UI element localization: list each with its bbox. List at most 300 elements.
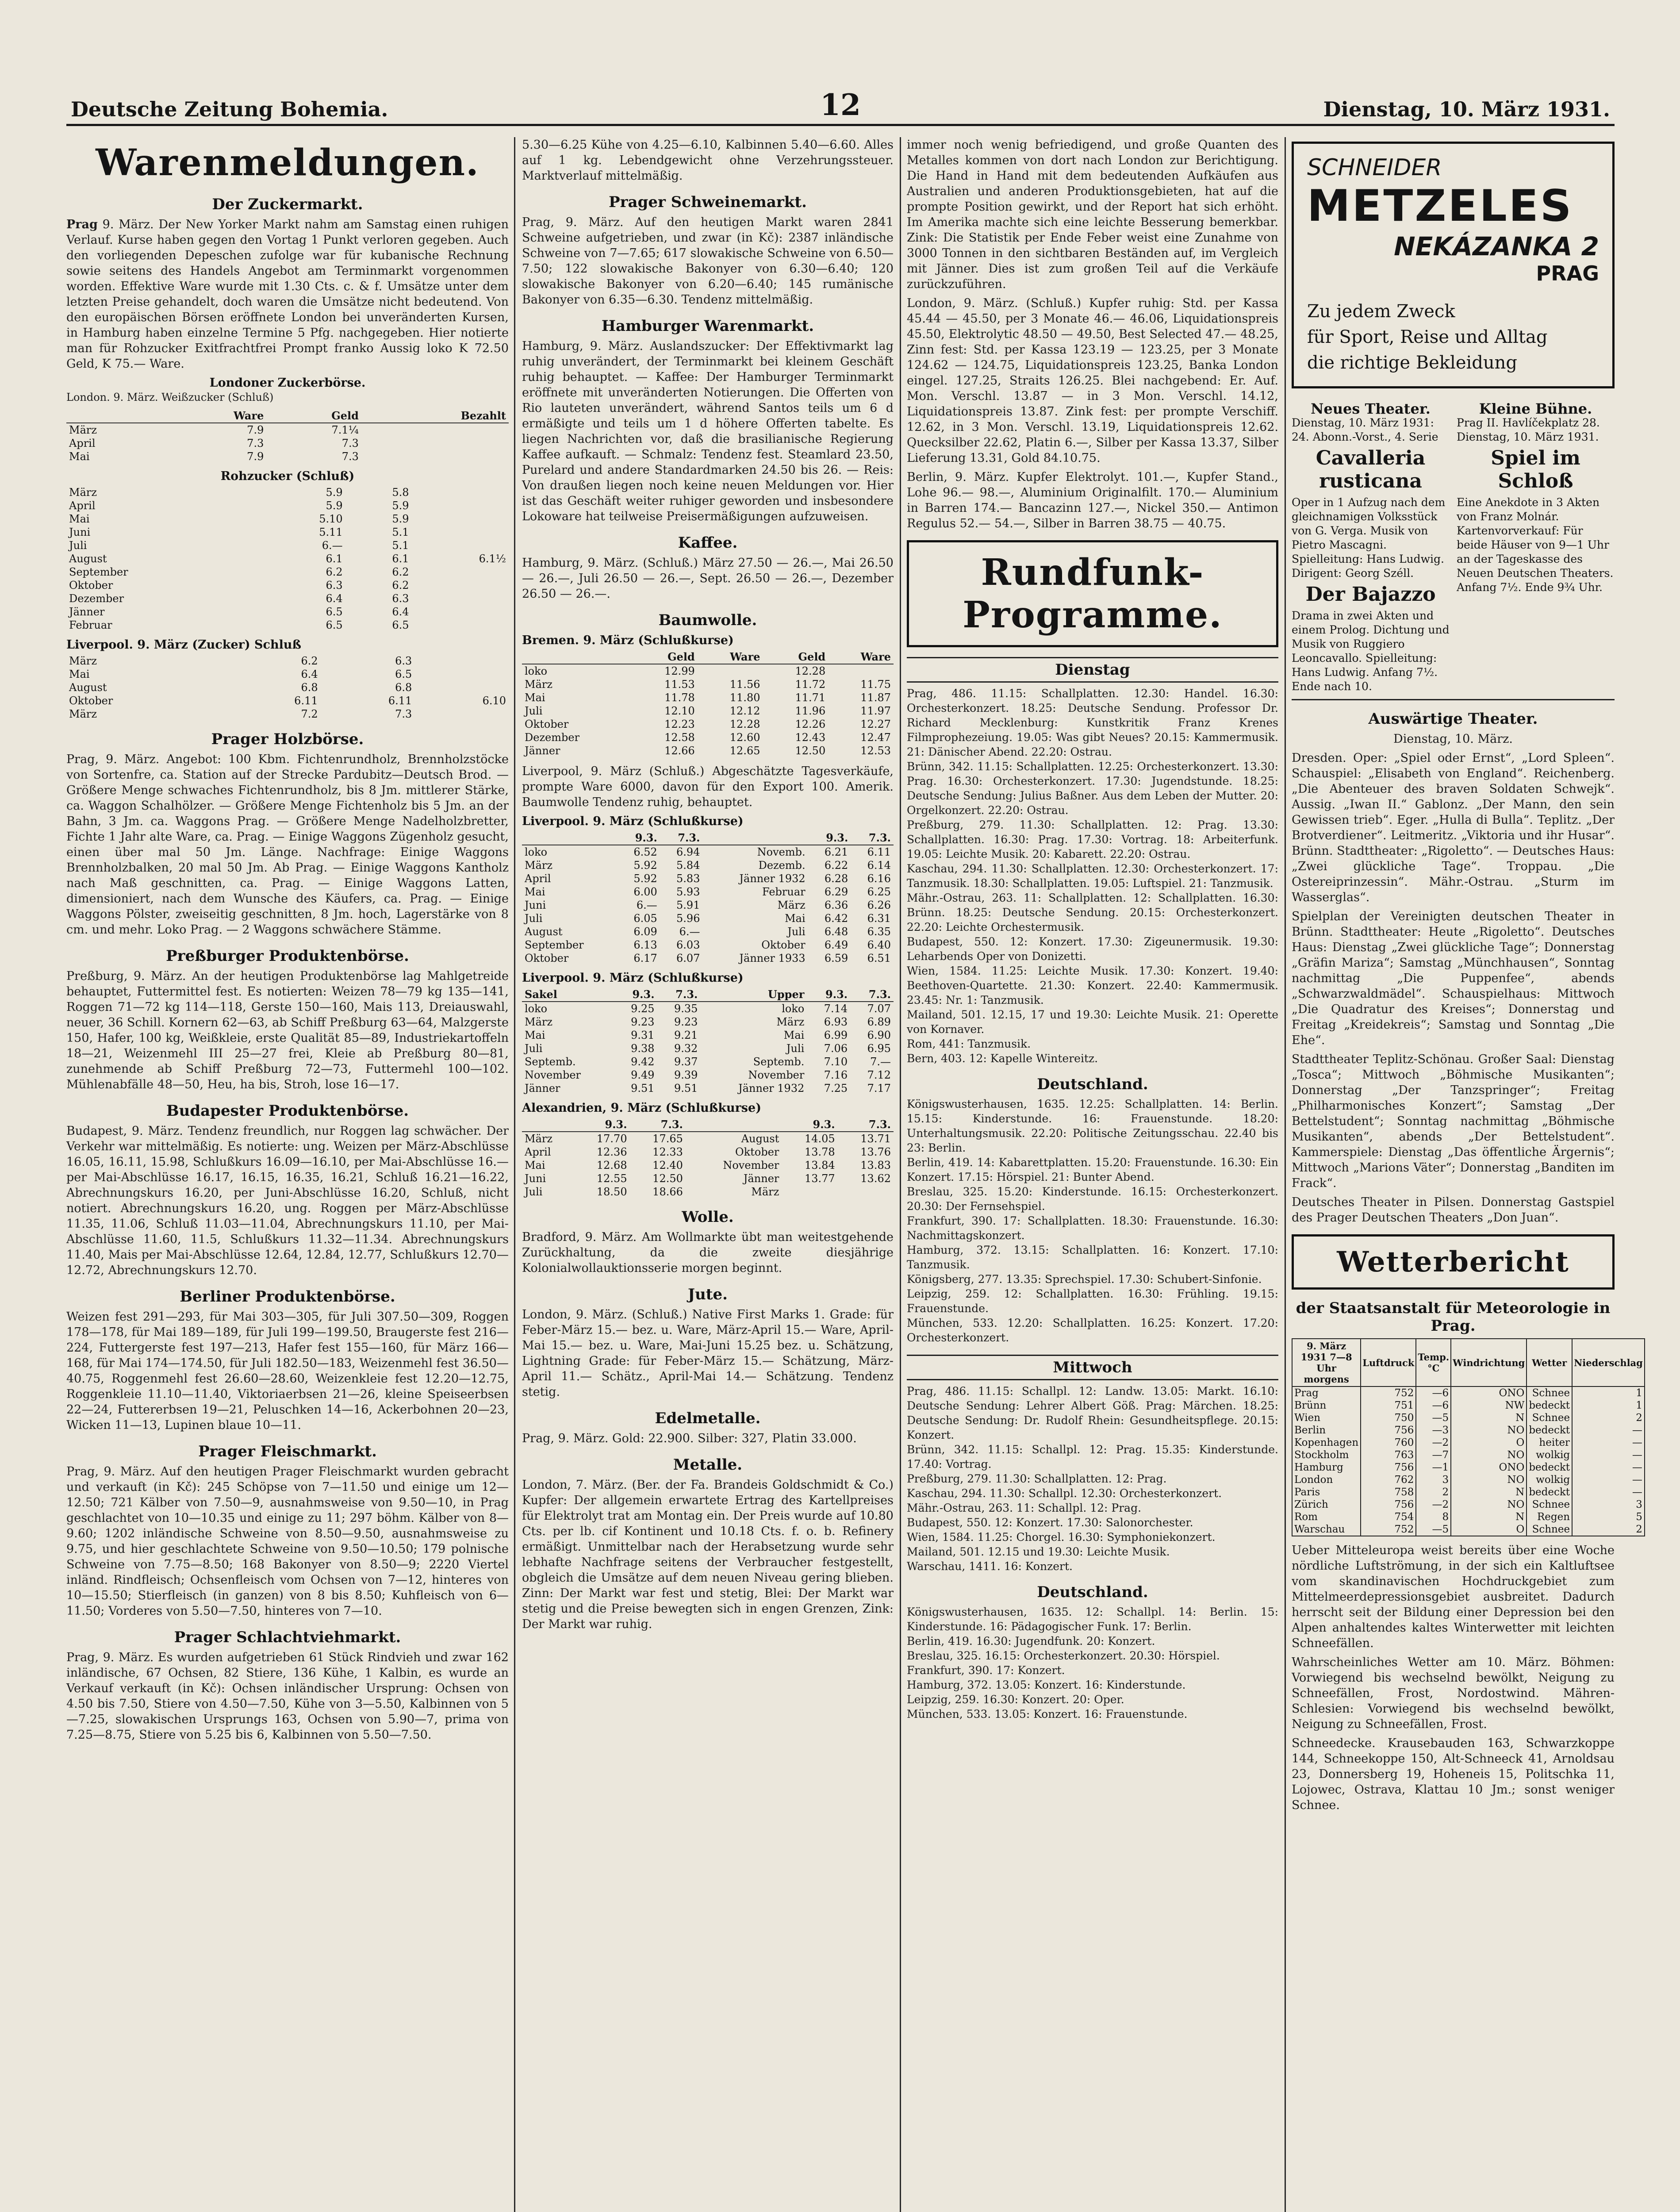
table-cell: 6.11 [294,695,318,707]
brunn-theatre-text: Spielplan der Vereinigten deutschen Theater in Brünn. Stadttheater: Heute „Rigoletto“. Deutsches Haus: Dienstag „Zwei glückliche Tage“; Donnerstag „Gräfin Mariza“; Samstag „Münchhausen“, Sonntag nachmittag „Die Puppenfee“, abends „Schwarzwaldmädel“. Schauspielhaus: Mittwoch „Die Quadratur des Kreises“; Donnerstag und Freitag „Kreidekreis“; Samstag und Sonntag „Die Ehe“. [1292,910,1615,1047]
table-cell: März [751,1186,779,1198]
table-row [66,579,509,592]
ad-slogan-line: die richtige Bekleidung [1307,353,1518,373]
table-cell: loko [525,846,548,858]
table-cell: 5.96 [676,912,700,925]
table-cell: 6.09 [633,926,657,938]
table-cell: wolkig [1527,1449,1572,1461]
foreign-theatre-date: Dienstag, 10. März. [1393,732,1513,746]
table-row [522,1185,894,1198]
table-cell: Oktober [69,579,113,591]
table-cell: 13.76 [860,1146,891,1158]
table-cell: 6.49 [824,939,848,951]
table-cell [414,654,509,668]
table-cell: NO [1451,1449,1527,1461]
table-cell: 12.12 [729,705,760,717]
weather-table [1292,1338,1645,1536]
table-cell [412,565,509,579]
ad-city: PRAG [1536,261,1599,285]
table-cell: 6.52 [633,846,657,858]
table-row [1292,1386,1645,1399]
sugar-text: 9. März. Der New Yorker Markt nahm am Samstag einen ruhigen Verlauf. Kurse haben gegen den Vortag 1 Punkt verloren gegeben. Auch den vorliegenden Depeschen zufolge war für kubanische Rechnung sowie seitens des Handels Angebot am Terminmarkt vorgenommen worden. Effektive Ware wurde mit 1.30 Cts. c. & f. Umsätze unter dem letzten Preise gehandelt, doch waren die Umsätze nicht bedeutend. Von den europäischen Börsen eröffnete London bei unveränderten Kursen, in Hamburg haben einzelne Termine 5 Pfg. nachgegeben. Hier notierte man für Rohzucker Exitfrachtfrei Prompt franko Aussig loko K 72.50 Geld, K 75.— Ware. [66,218,509,371]
table-cell: 6.3 [392,592,409,605]
table-row [1292,1412,1645,1424]
table-row [522,1002,894,1015]
table-cell: März [69,655,97,667]
table-cell: —2 [1416,1436,1451,1449]
table-cell: 6.1 [326,553,343,565]
column-markets [522,137,894,2212]
table-cell: 9.32 [674,1042,698,1055]
table-cell: April [525,872,551,885]
table-cell: 12.36 [596,1146,627,1158]
col-header [66,409,163,423]
table-cell: 7.10 [824,1056,848,1068]
table-cell: Schnee [1527,1386,1572,1399]
table-cell: September [525,939,584,951]
table-cell: 6.48 [824,926,848,938]
wood-heading: Prager Holzbörse. [211,730,364,748]
meat-heading: Prager Fleischmarkt. [198,1443,377,1460]
table-cell: 12.40 [652,1159,683,1171]
table-cell: 7.16 [824,1069,848,1081]
table-cell: 9.37 [674,1056,698,1068]
table-cell: 11.53 [664,678,695,691]
table-cell: 762 [1361,1474,1416,1486]
table-row [66,486,509,499]
snow-depth: Schneedecke. Krausebauden 163, Schwarzkoppe 144, Schneekoppe 150, Alt-Schneeck 41, Arnoldsau 23, Donnersberg 19, Hoheneis 15, Politschka 11, Lojowec, Ostrava, Klattau 10 Jm.; sonst weniger Schnee. [1292,1736,1615,1812]
table-cell: 6.36 [824,899,848,911]
pressburg-heading: Preßburger Produktenbörse. [166,947,409,965]
metals-text: London, 7. März. (Ber. der Fa. Brandeis Goldschmidt & Co.) Kupfer: Der allgemein erwartete Ertrag des Kartellpreises für Elektrolyt trat am Montag ein. Der Preis wurde auf 10.80 Cts. per lb. cif Kontinent und 10.18 Cts. f. o. b. Refinery ermäßigt. Unmittelbar nach der Herabsetzung wurde sehr lebhafte Nachfrage seitens der Verbraucher festgestellt, obgleich die Umsätze auf dem neuen Niveau gering blieben. Zinn: Der Markt war fest und stetig, Blei: Der Markt war stetig und die Preise bewegten sich in engen Grenzen, Zink: Der Markt war ruhig. [522,1478,894,1631]
table-body [1292,1386,1645,1536]
table-cell: 6.8 [301,681,318,694]
radio-tuesday-germany: Königswusterhausen, 1635. 12.25: Schallplatten. 14: Berlin. 15.15: Kinderstunde. 16: Frauenstunde. 18.20: Unterhaltungsmusik. 22.20: Politische Zeitungsschau. 22.40 bis 23: Berlin. Berlin, 419. 14: Kabarettplatten. 15.20: Frauenstunde. 16.30: Ein Konzert. 17.15: Hörspiel. 21: Bunter Abend. Breslau, 325. 15.20: Kinderstunde. 16.15: Orchesterkonzert. 20.30: Der Fernsehspiel. Frankfurt, 390. 17: Schallplatten. 18.30: Frauenstunde. 16.30: Nachmittagskonzert. Hamburg, 372. 13.15: Schallplatten. 16: Konzert. 17.10: Tanzmusik. Königsberg, 277. 13.35: Sprechspiel. 17.30: Schubert-Sinfonie. Leipzig, 259. 12: Schallplatten. 16.30: Frühling. 19.15: Frauenstunde. München, 533. 12.20: Schallplatten. 16.25: Konzert. 17.20: Orchesterkonzert. [907,1098,1278,1344]
table-cell: 12.28 [795,665,826,677]
table-body [522,1002,894,1095]
table-cell: 6.05 [633,912,657,925]
column-ads-theatre-weather [1292,137,1643,2212]
table-cell: 6.99 [824,1029,848,1041]
table-cell: 756 [1361,1424,1416,1436]
meat-text: Prag, 9. März. Auf den heutigen Prager Fleischmarkt wurden gebracht und verkauft (in Kč): 245 Schöpse von 7—11.50 und einige um 12—12.50; 721 Kälber von 7.50—9, ausnahmsweise von 9.50—10, in Prag geschlachtet von 10—10.35 und einige zu 11; 297 böhm. Kälber von 8—9.60; 1202 inländische Schweine von 8.50—9.50, ausnahmsweise zu 9.75, und hier geschlachtete Schweine von 9.50—10.50; 179 polnische Schweine von 7.75—8.50; 168 Bakonyer von 8.50—9; 2220 Viertel inländ. Rindfleisch; Ochsenfleisch vom Ochsen von 7—12, hinteres von 10—15.50; Stierfleisch (in ganzen) von 8 bis 8.50; Kuhfleisch von 6—11.50; Vorderes von 5.50—7.50, hinteres von 7—10. [66,1465,509,1618]
raw-sugar-table [66,486,509,632]
table-row [1292,1399,1645,1412]
table-row [66,681,509,694]
table-cell: Mai [525,886,545,898]
table-cell: 18.66 [652,1186,683,1198]
kleine-buehne [1457,402,1615,694]
col-header: 7.3. [660,831,703,845]
table-row [522,744,894,757]
table-cell: Warschau [1292,1523,1361,1536]
table-cell: 12.43 [795,731,826,744]
table-cell: bedeckt [1527,1399,1572,1412]
table-row [522,731,894,744]
col-header: 9. März 1931 7—8 Uhr morgens [1292,1339,1361,1386]
table-cell: Oktober [525,952,569,964]
table-cell: Jänner [525,745,560,757]
table-cell: März [525,859,552,872]
table-row [66,552,509,565]
table-cell [412,499,509,512]
ad-slogan-line: für Sport, Reise und Alltag [1307,327,1548,347]
advertisement-schneider [1292,142,1615,388]
table-row [522,1172,894,1185]
table-cell: 752 [1361,1386,1416,1399]
table-cell [412,605,509,618]
table-cell: März [525,678,552,691]
table-cell: Juli [69,539,87,552]
table-cell: —5 [1416,1523,1451,1536]
pig-heading: Prager Schweinemarkt. [609,193,807,211]
table-head [522,650,894,664]
kleine-buehne-heading: Kleine Bühne. [1479,400,1592,417]
table-cell: 6.90 [867,1029,891,1041]
table-cell: 752 [1361,1523,1416,1536]
table-cell: Juli [525,1186,543,1198]
table-cell: 6.— [679,926,700,938]
table-cell: 7.3 [341,450,359,463]
table-cell: 5.1 [392,526,409,538]
table-cell: April [69,437,96,449]
table-cell: O [1451,1436,1527,1449]
table-cell: März [525,1016,552,1028]
table-cell: — [1572,1424,1645,1436]
table-cell: —2 [1416,1498,1451,1511]
table-row [66,499,509,512]
neues-theater [1292,402,1450,694]
table-cell: 5.91 [676,899,700,911]
col-header: Geld [763,650,828,664]
table-cell [698,664,763,678]
precious-metals-heading: Edelmetalle. [655,1409,761,1427]
pilsen-theatre-text: Deutsches Theater in Pilsen. Donnerstag Gastspiel des Prager Deutschen Theaters „Don Juan“. [1292,1195,1615,1225]
table-cell [412,486,509,499]
neues-theater-play: Cavalleria rusticana [1316,447,1426,492]
table-cell: 6.5 [326,606,343,618]
table-cell: März [69,424,97,436]
col-header: 7.3. [630,1118,686,1132]
table-cell: Kopenhagen [1292,1436,1361,1449]
table-cell: Juli [787,926,805,938]
table-cell: 756 [1361,1498,1416,1511]
table-cell: Wien [1292,1412,1361,1424]
table-cell [412,526,509,539]
table-row [522,704,894,718]
table-cell: Mai [525,1159,545,1171]
table-cell: 6.8 [395,681,412,694]
table-cell: 12.58 [664,731,695,744]
teplitz-theatre-text: Stadttheater Teplitz-Schönau. Großer Saal: Dienstag „Tosca“; Mittwoch „Böhmische Musikanten“; Donnerstag „Der Tanzspringer“; Freitag „Philharmonisches Konzert“; Samstag „Der Bettelstudent“; Sonntag nachmittag „Böhmische Musikanten“, abends „Der Bettelstudent“. Kammerspiele: Dienstag „Das öffentliche Ärgernis“; Mittwoch „Marions Väter“; Donnerstag „Banditen im Frack“. [1292,1052,1615,1190]
table-row [522,1055,894,1068]
table-row [522,845,894,859]
weather-title: Wetterbericht [1292,1234,1615,1290]
col-header: 9.3. [782,1118,837,1132]
london-sugar-sub: London. 9. März. Weißzucker (Schluß) [66,391,274,403]
col-header [522,831,617,845]
table-cell: 7.12 [867,1069,891,1081]
table-cell: 6.95 [867,1042,891,1055]
sugar-dateline: Prag [66,218,98,231]
wool-text: Bradford, 9. März. Am Wollmarkte übt man weitestgehende Zurückhaltung, da die zweite diesjährige Kolonialwollauktionsserie morgen beginnt. [522,1230,894,1275]
table-cell [782,1185,837,1198]
weather-report-text: Ueber Mitteleuropa weist bereits über eine Woche nördliche Luftströmung, in der sich ein Kaltluftsee vom skandinavischen Hochdruckgebiet zum Mittelmeerdepressionsgebiet ausbreitet. Dadurch herrscht seit der Bildung einer Depression bei den Alpen anhaltendes kaltes Winterwetter mit leichten Schneefällen. [1292,1544,1615,1650]
table-cell: 6.93 [824,1016,848,1028]
table-cell: 6.16 [867,872,891,885]
radio-programme-title: Rundfunk-Programme. [907,540,1278,647]
col-header: Niederschlag [1572,1339,1645,1386]
column-commodity-reports [66,137,509,2212]
table-cell: bedeckt [1527,1424,1572,1436]
section-title-warenmeldungen: Warenmeldungen. [96,142,479,184]
bremen-table [522,650,894,757]
table-cell: 5.9 [326,499,343,512]
table-cell: 11.78 [664,691,695,704]
table-cell [361,423,509,437]
table-cell: 7.3 [341,437,359,449]
raw-sugar-caption: Rohzucker (Schluß) [220,469,355,483]
table-cell: 3 [1416,1474,1451,1486]
table-cell: April [525,1146,551,1158]
table-cell: 6.3 [395,655,412,667]
masthead: Deutsche Zeitung Bohemia. [71,97,388,121]
col-header [522,1118,574,1132]
table-cell: Hamburg [1292,1461,1361,1474]
table-cell: Novemb. [757,846,805,858]
table-cell: Mai [525,1029,545,1041]
liverpool-egypt-table [522,987,894,1095]
table-cell: 12.55 [596,1172,627,1185]
table-cell: 6.5 [395,668,412,680]
table-cell: November [723,1159,779,1171]
table-row [1292,1449,1645,1461]
pressburg-text: Preßburg, 9. März. An der heutigen Produktenbörse lag Mahlgetreide behauptet, Futtermittel fest. Es notierten: Weizen 78—79 kg 135—141, Roggen 71—72 kg 114—118, Gerste 150—160, Mais 113, Dreiauswahl, neuer, 36 Schill. Kornern 62—63, ab Schiff Preßburg 63—64, Malzgerste 150, Hafer, 100 kg, Weißkleie, erste Qualität 85—89, Industriekartoffeln 18—21, Weizenmehl III 25—27 frei, Kleie ab Preßburg 80—81, zunehmende ab Schiff Preßburg 72—73, Futtermehl 100—102. Mühlenabfälle 48—50, Heu, ha bis, Stroh, lose 16—17. [66,969,509,1091]
table-cell: 9.23 [674,1016,698,1028]
table-cell: ONO [1451,1461,1527,1474]
table-head [522,1118,894,1132]
table-cell: Schnee [1527,1412,1572,1424]
table-cell: 7.17 [867,1082,891,1094]
table-cell: 760 [1361,1436,1416,1449]
table-cell: 12.53 [860,745,891,757]
kleine-buehne-date: Prag II. Havlíčekplatz 28. Dienstag, 10. März 1931. [1457,416,1600,443]
table-row [66,565,509,579]
table-cell [414,681,509,694]
table-cell: bedeckt [1527,1461,1572,1474]
neues-theater-heading: Neues Theater. [1311,400,1431,417]
table-cell: 2 [1416,1486,1451,1498]
table-cell: 6.1½ [479,553,506,565]
table-row [522,1029,894,1042]
table-cell: ONO [1451,1386,1527,1399]
table-cell: 7.3 [247,437,264,449]
neues-theater-play2: Der Bajazzo [1305,583,1436,606]
table-cell: 12.26 [795,718,826,730]
table-cell: — [1572,1474,1645,1486]
table-cell: 14.05 [804,1133,835,1145]
table-cell [361,450,509,463]
table-cell: 6.35 [867,926,891,938]
table-cell: 12.47 [860,731,891,744]
table-row [1292,1498,1645,1511]
table-cell: 763 [1361,1449,1416,1461]
table-cell: 6.94 [676,846,700,858]
coffee-text: Hamburg, 9. März. (Schluß.) März 27.50 — 26.—, Mai 26.50 — 26.—, Juli 26.50 — 26.—, Sept. 26.50 — 26.—, Dezember 26.50 — 26.—. [522,556,894,601]
table-cell: heiter [1527,1436,1572,1449]
table-cell: Oktober [761,939,805,951]
table-cell: bedeckt [1527,1486,1572,1498]
table-cell: 6.2 [326,566,343,578]
table-row [522,664,894,678]
table-body [522,845,894,965]
table-cell: — [1572,1486,1645,1498]
col-header: Geld [632,650,698,664]
coffee-heading: Kaffee. [678,534,738,552]
table-cell: —6 [1416,1386,1451,1399]
pig-text: Prag, 9. März. Auf den heutigen Markt waren 2841 Schweine aufgetrieben, und zwar (in Kč): 2387 inländische Schweine von 7—7.65; 617 slowakische Schweine von 6.50—7.50; 122 slowakische Bakonyer von 6.30—6.40; 120 slowakische Bakonyer von 6.20—6.40; 145 rumänische Bakonyer von 6.35—6.30. Tendenz mittelmäßig. [522,215,894,307]
table-cell: 6.03 [676,939,700,951]
col-header: 7.3. [850,987,894,1002]
neues-theater-date: Dienstag, 10. März 1931: 24. Abonn.-Vorst., 4. Serie [1292,416,1438,443]
table-cell: 11.87 [860,691,891,704]
table-cell: 9.31 [631,1029,655,1041]
table-row [522,899,894,912]
table-cell: NW [1451,1399,1527,1412]
col-header: Sakel [522,987,614,1002]
table-cell: Februar [69,619,112,631]
table-cell: Prag [1292,1386,1361,1399]
col-header: 7.3. [657,987,701,1002]
jute-heading: Jute. [688,1286,728,1303]
table-cell: Jänner [743,1172,779,1185]
table-cell: 11.75 [860,678,891,691]
table-cell: 6.4 [392,606,409,618]
table-cell: 6.— [322,539,343,552]
table-cell: 6.42 [824,912,848,925]
table-cell [414,668,509,681]
col-header: Temp. °C [1416,1339,1451,1386]
table-cell: 3 [1572,1498,1645,1511]
col-header [522,650,632,664]
table-cell: 7.14 [824,1002,848,1015]
table-cell: 13.83 [860,1159,891,1171]
cotton-heading: Baumwolle. [658,611,757,629]
table-cell: Dezember [525,731,580,744]
table-cell: Oktober [525,718,569,730]
table-cell: 9.42 [631,1056,655,1068]
ad-address: NEKÁZANKA 2 [1394,231,1599,261]
table-cell: Schnee [1527,1523,1572,1536]
table-row [1292,1436,1645,1449]
radio-tuesday-list: Prag, 486. 11.15: Schallplatten. 12.30: Handel. 16.30: Orchesterkonzert. 18.25: Deutsche Sendung. Professor Dr. Richard Mecklenburg: Kunstkritik Franz Krenes Filmprophezeiung. 19.05: Was gibt Neues? 20.15: Kammermusik. 21: Dänischer Abend. 22.20: Ostrau. Brünn, 342. 11.15: Schallplatten. 12.25: Orchesterkonzert. 13.30: Prag. 16.30: Orchesterkonzert. 17.30: Jugendstunde. 18.25: Deutsche Sendung: Julius Baßner. Aus dem Leben der Mutter. 20: Orgelkonzert. 22.20: Ostrau. Preßburg, 279. 11.30: Schallplatten. 12: Prag. 13.30: Schallplatten. 16.30: Prag. 17.30: Vortrag. 18: Arbeiterfunk. 19.05: Leichte Musik. 20: Kabarett. 22.20: Ostrau. Kaschau, 294. 11.30: Schallplatten. 12.30: Orchesterkonzert. 17: Tanzmusik. 18.30: Schallplatten. 19.05: Luftspiel. 21: Tanzmusik. Mähr.-Ostrau, 263. 11: Schallplatten. 12: Schallplatten. 16.30: Brünn. 18.25: Deutsche Sendung. 20.15: Orchesterkonzert. 22.20: Leichte Orchestermusik. Budapest, 550. 12: Konzert. 17.30: Zigeunermusik. 19.30: Leharbends Oper von Donizetti. Wien, 1584. 11.25: Leichte Musik. 17.30: Konzert. 19.40: Beethoven-Quartette. 21.30: Konzert. 22.40: Kammermusik. 23.45: Nr. 1: Tanzmusik. Mailand, 501. 12.15, 17 und 19.30: Leichte Musik. 21: Operette von Kornaver. Rom, 441: Tanzmusik. Bern, 403. 12: Kapelle Wintereitz. [907,687,1278,1065]
col-header: 9.3. [617,831,660,845]
table-row [66,539,509,552]
table-cell: 6.22 [824,859,848,872]
table-cell: 1 [1572,1386,1645,1399]
table-cell [412,539,509,552]
weather-forecast: Wahrscheinliches Wetter am 10. März. Böhmen: Vorwiegend bis wechselnd bewölkt, Neigung zu Schneefällen, Frost, Nordostwind. Mähren-Schlesien: Vorwiegend bis wechselnd bewölkt, Neigung zu Schneefällen, Frost. [1292,1655,1615,1731]
london-metals-text: London, 9. März. (Schluß.) Kupfer ruhig: Std. per Kassa 45.44 — 45.50, per 3 Monate 46.— 46.06, Liquidationspreis 45.50, Elektrolytic 48.50 — 49.50, Best Selected 47.— 48.25, Zinn fest: Std. per Kassa 123.19 — 123.25, per 3 Monate 124.62 — 124.75, Liquidationspreis 123.25, Banka London eingel. 127.25, Straits 126.25. Blei nachgebend: Er. Auf. Mon. Verschl. 13.87 — in 3 Mon. Verschl. 14.12, Liquidationspreis 13.87. Zink fest: per prompte Verschiff. 12.62, in 3 Mon. Verschl. 13.19, Liquidationspreis 12.62. Quecksilber 22.62, Platin 6.—, Silber per Kassa 13.37, Silber Lieferung 13.31, Gold 84.10.75. [907,296,1278,465]
table-row [1292,1424,1645,1436]
table-cell: Juli [525,1042,543,1055]
wool-heading: Wolle. [682,1208,734,1226]
radio-wednesday-germany: Königswusterhausen, 1635. 12: Schallpl. 14: Berlin. 15: Kinderstunde. 16: Pädagogischer Funk. 17: Berlin. Berlin, 419. 16.30: Jugendfunk. 20: Konzert. Breslau, 325. 16.15: Orchesterkonzert. 20.30: Hörspiel. Frankfurt, 390. 17: Konzert. Hamburg, 372. 13.05: Konzert. 16: Kinderstunde. Leipzig, 259. 16.30: Konzert. 20: Oper. München, 533. 13.05: Konzert. 16: Frauenstunde. [907,1605,1278,1720]
col-header [702,831,808,845]
table-row [1292,1461,1645,1474]
table-cell: Oktober [735,1146,779,1158]
budapest-text: Budapest, 9. März. Tendenz freundlich, nur Roggen lag schwächer. Der Verkehr war mittelmäßig. Es notierte: ung. Weizen per März-Abschlüsse 16.05, 16.11, 15.98, Schlußkurs 16.09—16.10, per Mai-Abschlüsse 16.— per Mai-Abschlüsse 16.17, 16.15, 16.35, 16.21, Schluß 16.21—16.22, Abrechnungskurs 16.20, per Juni-Abschlüsse 16.20, Schluß, nicht notiert. Abrechnungskurs 16.20, ung. Roggen per März-Abschlüsse 11.35, 11.06, Schluß 11.03—11.04, Abrechnungskurs 11.10, per Mai-Abschlüsse 11.60, 11.5, Schlußkurs 11.32—11.34. Abrechnungskurs 11.40, Mais per Mai-Abschlüsse 12.64, 12.84, 12.77, Schlußkurs 12.70—12.72, Abrechnungskurs 12.70. [66,1124,509,1277]
table-cell: Mai [783,1029,805,1041]
table-cell: 6.2 [301,655,318,667]
table-head [522,987,894,1002]
table-cell: Jänner 1933 [739,952,805,964]
table-cell: 12.66 [664,745,695,757]
table-cell: März [776,1016,805,1028]
table-cell: — [1572,1461,1645,1474]
table-cell: London [1292,1474,1361,1486]
table-cell: 11.80 [729,691,760,704]
table-row [522,1068,894,1082]
table-cell: 5.1 [392,539,409,552]
table-cell [838,1185,894,1198]
table-cell: 17.70 [596,1133,627,1145]
jute-text: London, 9. März. (Schluß.) Native First Marks 1. Grade: für Feber-März 15.— bez. u. Ware, März-April 15.— Ware, April-Mai 15.— bez. u. Ware, Mai-Juni 15.25 bez. u. Schätzung, Lightning Grade: für Feber-März 15.— Schätzung, März-April 11.— Schätz., April-Mai 14.— Schätzung. Tendenz stetig. [522,1308,894,1399]
table-cell: 11.56 [729,678,760,691]
table-cell [414,707,509,721]
germany-heading: Deutschland. [1037,1075,1148,1093]
liverpool-egypt-caption: Liverpool. 9. März (Schlußkurse) [522,971,744,985]
table-head [522,831,894,845]
table-body [66,423,509,463]
table-row [66,592,509,605]
neues-theater-text2: Drama in zwei Akten und einem Prolog. Dichtung und Musik von Ruggiero Leoncavallo. Spielleitung: Hans Ludwig. Anfang 7½. Ende nach 10. [1292,609,1450,693]
table-cell: 7.1¼ [331,424,359,436]
table-cell: 5.92 [633,859,657,872]
table-cell: Juni [525,1172,546,1185]
table-cell: 7.25 [824,1082,848,1094]
table-cell: Juni [525,899,546,911]
page-number: 12 [820,88,861,122]
liverpool-cotton-text: Liverpool, 9. März (Schluß.) Abgeschätzte Tagesverkäufe, prompte Ware 6000, davon für den Export 100. Amerik. Baumwolle Tendenz ruhig, behauptet. [522,764,894,809]
table-cell: Schnee [1527,1498,1572,1511]
cattle-heading: Prager Schlachtviehmarkt. [174,1628,401,1646]
table-cell: März [69,708,97,720]
table-row [66,694,509,707]
table-cell: August [525,926,563,938]
table-cell: 13.71 [860,1133,891,1145]
table-cell: 7.3 [395,708,412,720]
berlin-heading: Berliner Produktenbörse. [180,1288,395,1306]
berlin-metals-text: Berlin, 9. März. Kupfer Elektrolyt. 101.—, Kupfer Stand., Lohe 96.— 98.—, Aluminium Originalfilt. 170.— Aluminium in Barren 174.— Bancazinn 127.—, Nickel 350.— Antimon Regulus 52.— 54.—, Silber in Barren 38.75 — 40.75. [907,470,1278,530]
table-cell: 13.62 [860,1172,891,1185]
foreign-theatre-text: Dresden. Oper: „Spiel oder Ernst“, „Lord Spleen“. Schauspiel: „Elisabeth von England“. Reichenberg. „Die Abenteuer des braven Soldaten Schwejk“. Aussig. „Iwan II.“ Gablonz. „Der Mann, den sein Gewissen trieb“. Eger. „Hulla di Bulla“. Teplitz. „Der Brotverdiener“. Leitmeritz. „Viktoria und ihr Husar“. Brünn. Stadttheater: „Rigoletto“. — Deutsches Haus: „Zwei glückliche Tage“. Troppau. „Die Ostereiprinzessin“. Mähr.-Ostrau. „Sturm im Wasserglas“. [1292,751,1615,904]
table-cell: N [1451,1511,1527,1523]
table-cell: 5.84 [676,859,700,872]
table-cell: Septemb. [753,1056,805,1068]
bremen-caption: Bremen. 9. März (Schlußkurse) [522,634,734,647]
table-cell: —3 [1416,1424,1451,1436]
table-cell: 6.4 [301,668,318,680]
col-header: Ware [163,409,266,423]
table-cell: Dezemb. [758,859,805,872]
sugar-heading: Der Zuckermarkt. [212,196,363,213]
table-cell: N [1451,1412,1527,1424]
column-rule [900,137,901,2212]
table-cell: 6.2 [392,579,409,591]
table-cell: 7.9 [247,450,264,463]
table-cell: — [1572,1449,1645,1461]
